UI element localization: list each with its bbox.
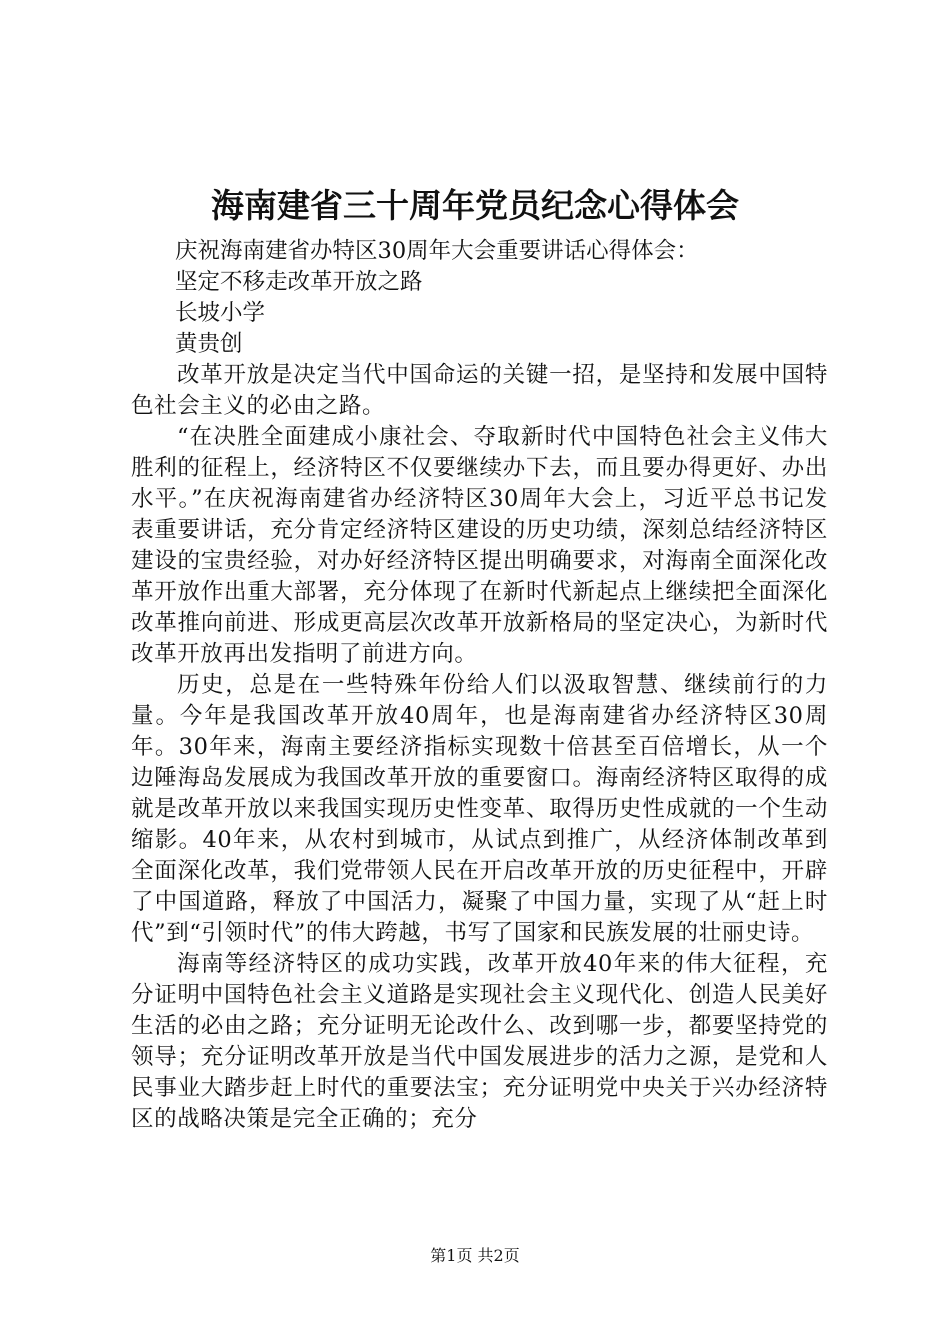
paragraph: 海南等经济特区的成功实践，改革开放40年来的伟大征程，充分证明中国特色社会主义道路是实现社会主义现代化、创造人民美好生活的必由之路；充分证明无论改什么、改到哪一步，都要坚持党的领导；充分证明改革开放是当代中国发展进步的活力之源，是党和人民事业大踏步赶上时代的重要法宝；充分证明党中央关于兴办经济特区的战略决策是完全正确的；充分 <box>131 951 828 1132</box>
subtitle-line: 庆祝海南建省办特区30周年大会重要讲话心得体会： <box>175 238 699 264</box>
document-body <box>131 236 828 1135</box>
page-number-footer: 第1页 共2页 <box>430 1246 520 1265</box>
author-name: 黄贵创 <box>175 331 243 357</box>
document-title: 海南建省三十周年党员纪念心得体会 <box>211 186 739 225</box>
paragraph: 历史，总是在一些特殊年份给人们以汲取智慧、继续前行的力量。今年是我国改革开放40周年，也是海南建省办经济特区30周年。30年来，海南主要经济指标实现数十倍甚至百倍增长，从一个边陲海岛发展成为我国改革开放的重要窗口。海南经济特区取得的成就是改革开放以来我国实现历史性变革、取得历史性成就的一个生动缩影。40年来，从农村到城市，从试点到推广，从经济体制改革到全面深化改革，我们党带领人民在开启改革开放的历史征程中，开辟了中国道路，释放了中国活力，凝聚了中国力量，实现了从“赶上时代”到“引领时代”的伟大跨越，书写了国家和民族发展的壮丽史诗。 <box>131 672 828 946</box>
subtitle-theme: 坚定不移走改革开放之路 <box>175 269 423 295</box>
paragraph: “在决胜全面建成小康社会、夺取新时代中国特色社会主义伟大胜利的征程上，经济特区不仅要继续办下去，而且要办得更好、办出水平。”在庆祝海南建省办经济特区30周年大会上，习近平总书记发表重要讲话，充分肯定经济特区建设的历史功绩，深刻总结经济特区建设的宝贵经验，对办好经济特区提出明确要求，对海南全面深化改革开放作出重大部署，充分体现了在新时代新起点上继续把全面深化改革推向前进、形成更高层次改革开放新格局的坚定决心，为新时代改革开放再出发指明了前进方向。 <box>131 424 828 667</box>
school-name: 长坡小学 <box>175 300 266 326</box>
paragraph: 改革开放是决定当代中国命运的关键一招，是坚持和发展中国特色社会主义的必由之路。 <box>131 362 828 419</box>
